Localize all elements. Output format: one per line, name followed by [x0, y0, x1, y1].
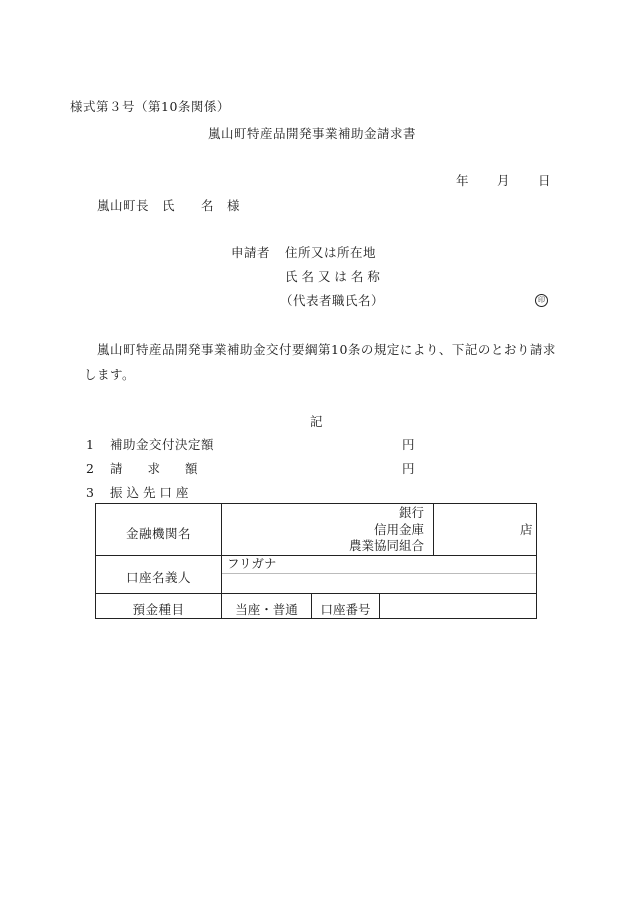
bank-account-table — [95, 503, 537, 619]
table-col-divider — [379, 593, 380, 618]
table-col-divider — [433, 504, 434, 555]
item-2-number: 2 — [86, 461, 94, 476]
seal-mark: 印 — [535, 294, 548, 307]
deposit-type-label: 預金種目 — [132, 602, 185, 617]
date-year-label: 年 — [456, 173, 469, 188]
branch-label: 店 — [520, 522, 533, 537]
item-2-unit: 円 — [402, 461, 415, 476]
furigana-label: フリガナ — [227, 556, 277, 571]
date-day-label: 日 — [538, 173, 551, 188]
furigana-divider — [221, 573, 536, 574]
bank-type-bank: 銀行 — [398, 505, 424, 520]
name-label: 氏 名 又 は 名 称 — [285, 269, 380, 284]
bank-type-credit-union: 信用金庫 — [373, 522, 424, 537]
bank-type-agri-coop: 農業協同組合 — [348, 538, 424, 553]
body-text-line1: 嵐山町特産品開発事業補助金交付要綱第10条の規定により、下記のとおり請求 — [97, 342, 556, 357]
note-heading: 記 — [310, 414, 323, 429]
item-1-unit: 円 — [402, 437, 415, 452]
item-1-label: 補助金交付決定額 — [110, 437, 215, 452]
address-label: 住所又は所在地 — [285, 245, 377, 260]
representative-label: （代表者職氏名） — [280, 293, 385, 308]
item-1-number: 1 — [86, 437, 94, 452]
addressee: 嵐山町長 氏 名 様 — [97, 198, 241, 213]
account-number-label: 口座番号 — [320, 602, 371, 617]
deposit-type-value: 当座・普通 — [235, 602, 298, 617]
account-holder-label: 口座名義人 — [125, 570, 191, 585]
item-2-label: 請 求 額 — [110, 461, 198, 476]
date-month-label: 月 — [497, 173, 510, 188]
item-3-label: 振 込 先 口 座 — [110, 485, 189, 500]
body-text-line2: します。 — [84, 367, 136, 382]
table-row-divider — [96, 593, 536, 594]
table-row-divider — [96, 555, 536, 556]
item-3-number: 3 — [86, 485, 94, 500]
document-title: 嵐山町特産品開発事業補助金請求書 — [208, 126, 417, 141]
applicant-label: 申請者 — [231, 245, 271, 260]
institution-name-label: 金融機関名 — [125, 526, 191, 541]
form-number: 様式第３号（第10条関係） — [70, 99, 230, 114]
